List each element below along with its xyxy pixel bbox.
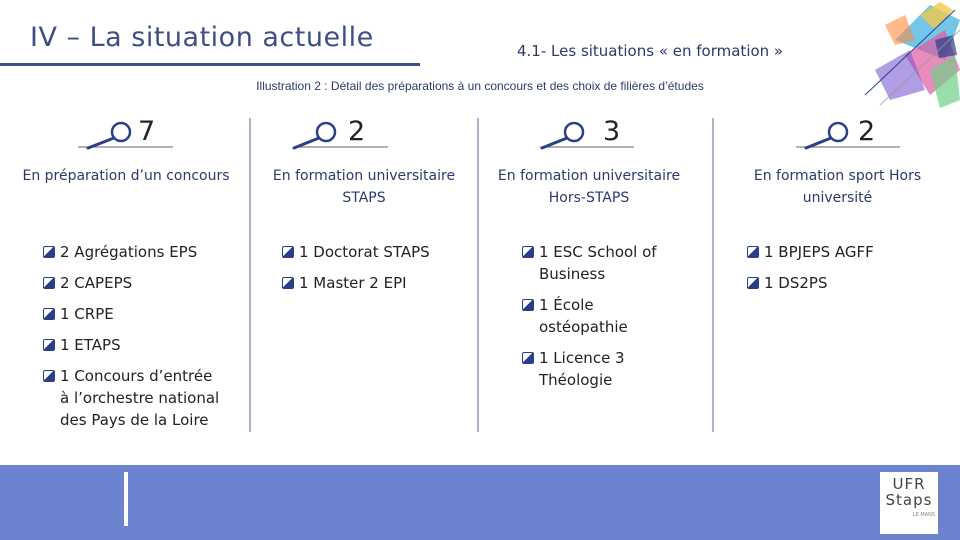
- footer-accent-bar: [124, 472, 128, 526]
- list-item: [42, 241, 247, 263]
- title-underline: [0, 63, 420, 66]
- list-item-text: 1 Concours d’entrée: [60, 367, 213, 385]
- count-value: 2: [858, 116, 876, 147]
- column-label: [8, 165, 244, 187]
- list-item: [42, 303, 247, 325]
- column-label-line: En préparation d’un concours: [22, 168, 230, 184]
- list-item: [281, 241, 471, 263]
- column-divider: [712, 118, 714, 432]
- footer-band: [0, 465, 960, 540]
- list-item-text: 1 Master 2 EPI: [299, 274, 407, 292]
- decorative-graphic: [835, 0, 960, 110]
- list-item: [42, 365, 247, 431]
- column-label-line: université: [802, 190, 873, 206]
- list-sport-hors-universite: [746, 241, 936, 303]
- list-concours: [42, 241, 247, 440]
- list-item-text: Théologie: [539, 371, 613, 389]
- column-label: [484, 165, 694, 209]
- list-item-text: 1 BPJEPS AGFF: [764, 243, 874, 261]
- list-item-text: à l’orchestre national: [60, 389, 220, 407]
- list-item-text: 1 Doctorat STAPS: [299, 243, 430, 261]
- section-subtitle: 4.1- Les situations « en formation »: [517, 42, 784, 60]
- list-item: [42, 334, 247, 356]
- page-title: IV – La situation actuelle: [30, 22, 374, 53]
- column-label-line: En formation universitaire: [497, 168, 681, 184]
- count-value: 3: [603, 116, 621, 147]
- magnifier-icon: [740, 110, 935, 156]
- list-item-text: 2 Agrégations EPS: [60, 243, 198, 261]
- list-item-text: 1 CRPE: [60, 305, 114, 323]
- list-item-text: 1 École: [539, 296, 594, 314]
- list-universitaire-staps: [281, 241, 471, 303]
- list-item-text: Business: [539, 265, 606, 283]
- column-header: [258, 110, 470, 156]
- list-item-text: 1 DS2PS: [764, 274, 828, 292]
- list-item-text: 1 ESC School of: [539, 243, 657, 261]
- count-value: 2: [348, 116, 366, 147]
- magnifier-icon: [8, 110, 244, 156]
- column-header: [740, 110, 935, 156]
- magnifier-icon: [484, 110, 694, 156]
- list-item: [521, 294, 701, 338]
- list-item: [42, 272, 247, 294]
- logo-text: UFR: [892, 475, 926, 493]
- ufr-staps-logo: [880, 472, 938, 534]
- column-label-line: Hors-STAPS: [548, 190, 630, 206]
- column-concours: [8, 110, 244, 187]
- column-label-line: En formation universitaire: [272, 168, 456, 184]
- column-label: [258, 165, 470, 209]
- list-item: [746, 272, 936, 294]
- list-item: [521, 347, 701, 391]
- list-item: [521, 241, 701, 285]
- logo-text: LE MANS: [912, 512, 935, 518]
- column-sport-hors-universite: [740, 110, 935, 209]
- list-item: [746, 241, 936, 263]
- column-label-line: En formation sport Hors: [753, 168, 922, 184]
- column-header: [8, 110, 244, 156]
- column-universitaire-staps: [258, 110, 470, 209]
- list-hors-staps: [521, 241, 701, 400]
- list-item-text: des Pays de la Loire: [60, 411, 209, 429]
- logo-text: Staps: [885, 491, 933, 509]
- list-item-text: 1 ETAPS: [60, 336, 121, 354]
- list-item-text: ostéopathie: [539, 318, 628, 336]
- column-divider: [249, 118, 251, 432]
- column-divider: [477, 118, 479, 432]
- column-header: [484, 110, 694, 156]
- column-label: [740, 165, 935, 209]
- list-item-text: 1 Licence 3: [539, 349, 625, 367]
- column-hors-staps: [484, 110, 694, 209]
- illustration-caption: Illustration 2 : Détail des préparations à un concours et des choix de filières d’études: [256, 79, 704, 93]
- count-value: 7: [138, 116, 156, 147]
- column-label-line: STAPS: [342, 190, 386, 206]
- list-item: [281, 272, 471, 294]
- list-item-text: 2 CAPEPS: [60, 274, 133, 292]
